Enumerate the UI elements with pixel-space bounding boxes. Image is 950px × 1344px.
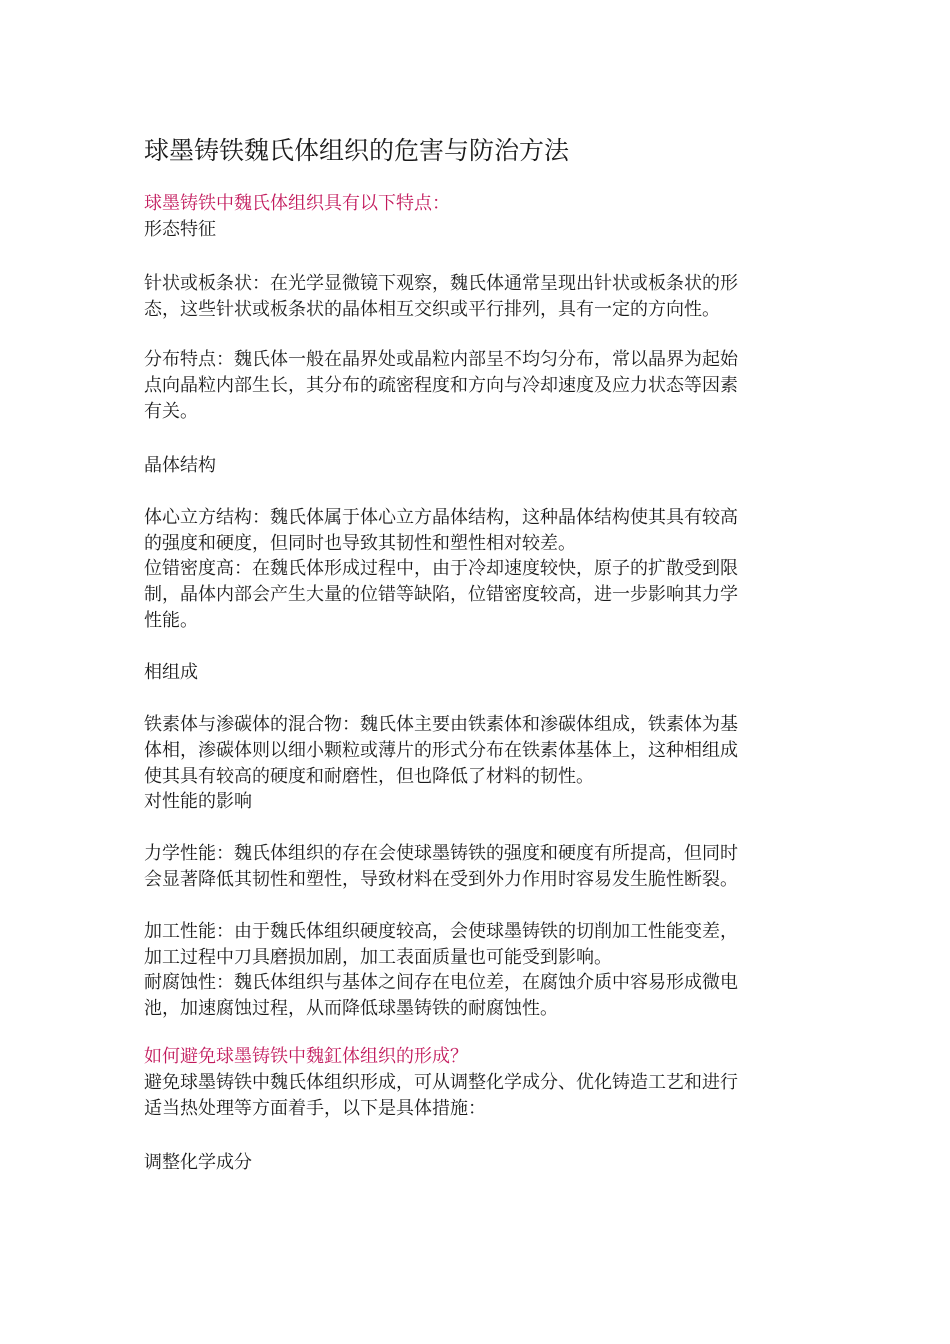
paragraph-line: 态，这些针状或板条状的晶体相互交织或平行排列，具有一定的方向性。 [144, 299, 720, 320]
subheading-morphology: 形态特征 [144, 219, 216, 240]
paragraph-line: 耐腐蚀性：魏氏体组织与基体之间存在电位差，在腐蚀介质中容易形成微电 [144, 972, 738, 993]
paragraph-line: 点向晶粒内部生长，其分布的疏密程度和方向与冷却速度及应力状态等因素 [144, 375, 738, 396]
paragraph-line: 体相，渗碳体则以细小颗粒或薄片的形式分布在铁素体基体上，这种相组成 [144, 740, 738, 761]
subheading-performance: 对性能的影响 [144, 791, 252, 812]
paragraph-line: 位错密度高：在魏氏体形成过程中，由于冷却速度较快，原子的扩散受到限 [144, 558, 738, 579]
paragraph-line: 有关。 [144, 401, 198, 422]
paragraph-line: 使其具有较高的硬度和耐磨性，但也降低了材料的韧性。 [144, 766, 594, 787]
subheading-crystal-structure: 晶体结构 [144, 455, 216, 476]
subheading-phase: 相组成 [144, 662, 198, 683]
paragraph-line: 性能。 [144, 610, 198, 631]
section-heading-features: 球墨铸铁中魏氏体组织具有以下特点： [144, 193, 450, 214]
paragraph-line: 制，晶体内部会产生大量的位错等缺陷，位错密度较高，进一步影响其力学 [144, 584, 738, 605]
paragraph-line: 针状或板条状：在光学显微镜下观察，魏氏体通常呈现出针状或板条状的形 [144, 273, 738, 294]
paragraph-line: 加工过程中刀具磨损加剧，加工表面质量也可能受到影响。 [144, 947, 612, 968]
paragraph-line: 铁素体与渗碳体的混合物：魏氏体主要由铁素体和渗碳体组成，铁素体为基 [144, 714, 738, 735]
paragraph-line: 体心立方结构：魏氏体属于体心立方晶体结构，这种晶体结构使其具有较高 [144, 507, 738, 528]
section-heading-avoidance: 如何避免球墨铸铁中魏釭体组织的形成？ [144, 1046, 468, 1067]
paragraph-line: 适当热处理等方面着手，以下是具体措施： [144, 1098, 486, 1119]
paragraph-line: 池，加速腐蚀过程，从而降低球墨铸铁的耐腐蚀性。 [144, 998, 558, 1019]
paragraph-line: 会显著降低其韧性和塑性，导致材料在受到外力作用时容易发生脆性断裂。 [144, 869, 738, 890]
paragraph-line: 分布特点：魏氏体一般在晶界处或晶粒内部呈不均匀分布，常以晶界为起始 [144, 349, 738, 370]
paragraph-line: 的强度和硬度，但同时也导致其韧性和塑性相对较差。 [144, 533, 576, 554]
paragraph-line: 力学性能：魏氏体组织的存在会使球墨铸铁的强度和硬度有所提高，但同时 [144, 843, 738, 864]
subheading-chemistry: 调整化学成分 [144, 1152, 252, 1173]
paragraph-line: 加工性能：由于魏氏体组织硬度较高，会使球墨铸铁的切削加工性能变差， [144, 921, 738, 942]
page-title: 球墨铸铁魏氏体组织的危害与防治方法 [144, 136, 570, 165]
paragraph-line: 避免球墨铸铁中魏氏体组织形成，可从调整化学成分、优化铸造工艺和进行 [144, 1072, 738, 1093]
